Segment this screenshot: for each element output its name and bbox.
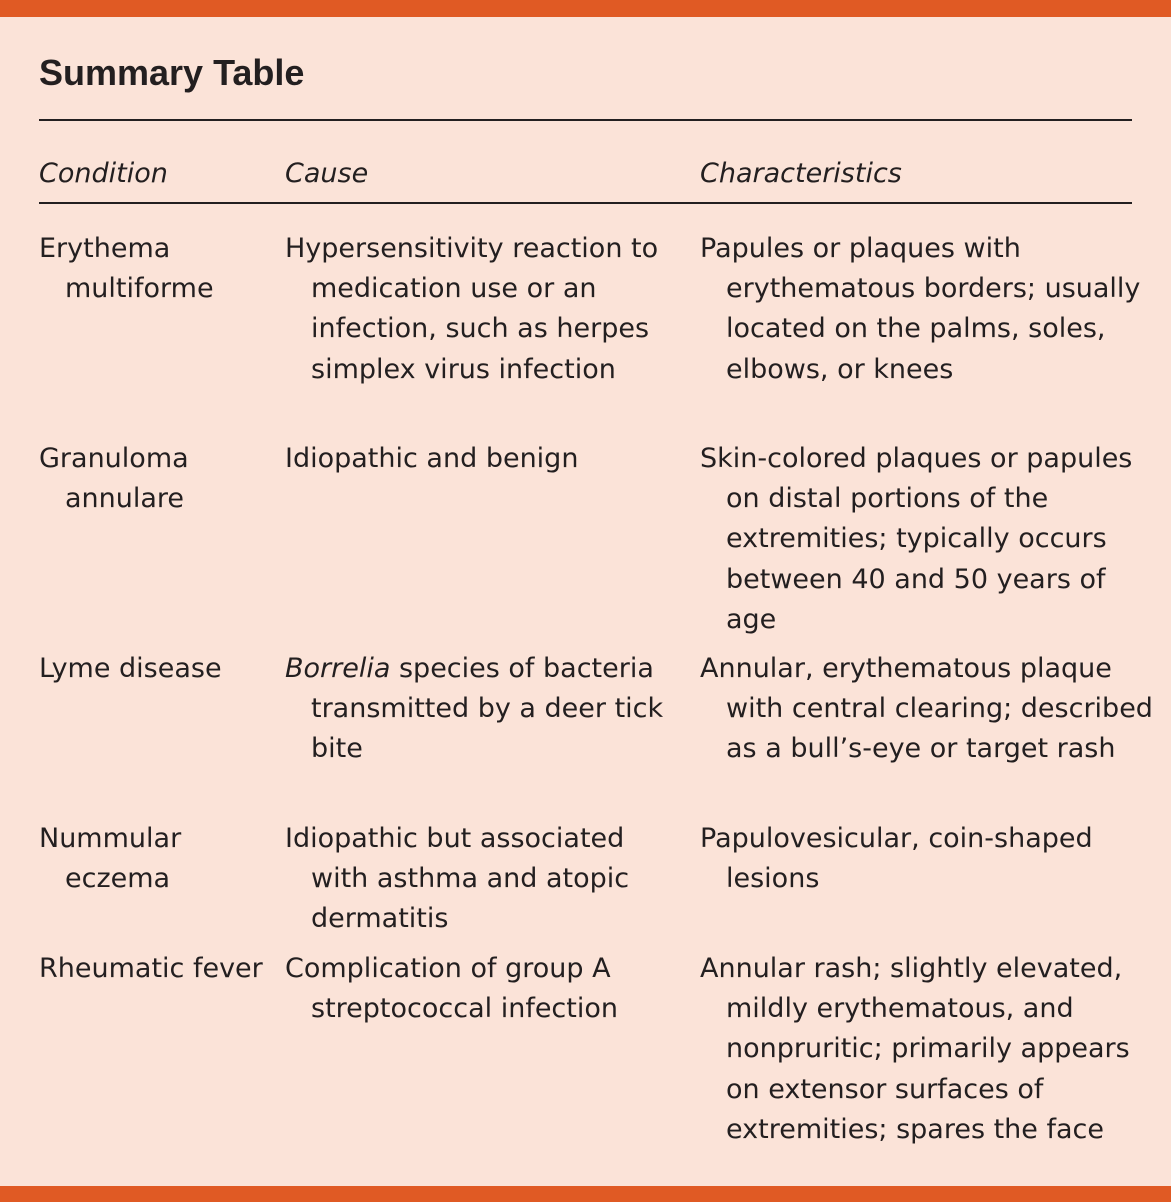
title-divider	[39, 119, 1132, 121]
bottom-accent-bar	[0, 1186, 1171, 1202]
characteristics-cell: Skin-colored plaques or papules on distal portions of the extremities; typically occurs between 40 and 50 years of age	[700, 443, 1133, 635]
characteristics-cell: Annular rash; slightly elevated, mildly erythematous, and nonpruritic; primarily appears on extensor surfaces of extremities; spares the face	[700, 953, 1130, 1145]
cause-cell	[285, 649, 687, 770]
cause-text: species of bacteria transmitted by a deer tick bite	[311, 653, 664, 765]
cause-cell: Hypersensitivity reaction to medication use or an infection, such as herpes simplex virus infection	[285, 233, 659, 385]
cause-cell: Idiopathic and benign	[285, 443, 579, 474]
condition-cell: Nummular eczema	[39, 823, 182, 895]
characteristics-cell: Papules or plaques with erythematous borders; usually located on the palms, soles, elbows, or knees	[700, 233, 1141, 385]
cause-italic-genus: Borrelia	[285, 653, 391, 684]
condition-cell: Lyme disease	[39, 653, 222, 684]
top-accent-bar	[0, 0, 1171, 17]
condition-cell: Granuloma annulare	[39, 443, 189, 515]
characteristics-cell: Annular, erythematous plaque with central clearing; described as a bull’s-eye or target rash	[700, 653, 1153, 765]
characteristics-cell: Papulovesicular, coin-shaped lesions	[700, 823, 1093, 895]
header-condition: Condition	[39, 158, 168, 189]
cause-cell: Complication of group A streptococcal infection	[285, 953, 618, 1025]
header-characteristics: Characteristics	[700, 158, 902, 189]
condition-cell: Erythema multiforme	[39, 233, 214, 305]
header-divider	[39, 202, 1132, 204]
cause-cell: Idiopathic but associated with asthma and atopic dermatitis	[285, 823, 630, 935]
table-title: Summary Table	[39, 52, 305, 93]
condition-cell: Rheumatic fever	[39, 953, 263, 984]
header-cause: Cause	[285, 158, 369, 189]
